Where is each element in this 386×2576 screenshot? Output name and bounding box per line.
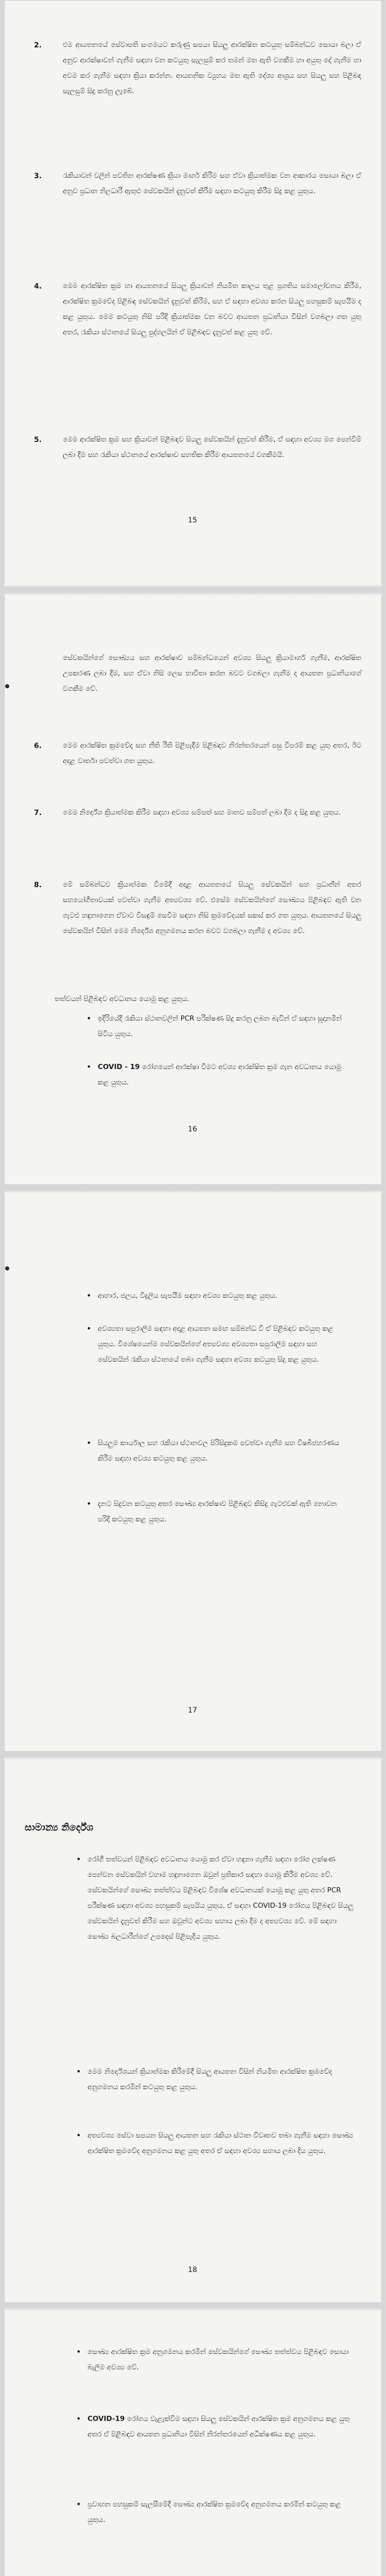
document-page	[4, 2308, 382, 2576]
bullet-icon: •	[76, 2414, 81, 2424]
page-number: 16	[188, 1125, 197, 1133]
bullet-item	[76, 2497, 355, 2528]
bullet-prefix: COVID-19	[87, 2415, 125, 2423]
scan-edge	[4, 2308, 382, 2311]
document-page	[4, 1757, 382, 2303]
bullet-item	[76, 2411, 355, 2442]
page-number: 17	[188, 1706, 197, 1715]
bullet-icon: •	[76, 2130, 81, 2140]
bullet-item	[76, 1852, 355, 1944]
bullet-icon: •	[76, 1854, 81, 1864]
paragraph: මේ සම්බන්ධව ක්‍රියාත්මක වීමේදී අදාළ ආයතනයේ සියලු සේවකයින් සහ ප්‍රධානීන් අතර සහයෝගීතාවයක් පවත්වා ගැනීම අත්‍යවශ්‍ය වේ. එසේම සේවකයින්ගේ සෞඛ්‍යය පිළිබඳව ඇති වන ගැටළු හඳුනාගෙන ඒවාට විසඳුම් සෙවීම සඳහා නිසි ක්‍රමවේදයක් සකස් කර ගත යුතුය. ආයතනයේ සියලු සේවකයින් විසින් මෙම නිර්දේශ අනුගමනය කරන බවට වගබලා ගැනීම ද අවශ්‍ය වේ.	[63, 880, 361, 935]
document-page	[4, 1190, 382, 1752]
bullet-icon: •	[86, 1013, 92, 1023]
item-number: 2.	[34, 41, 42, 49]
bullet-item	[86, 1011, 350, 1042]
bullet-text: ප්‍රවාහන පහසුකම් සැලසීමේදී සෞඛ්‍ය ආරක්ෂිත ක්‍රමවේද අනුගමනය කරමින් කටයුතු කළ යුතුය.	[87, 2500, 341, 2524]
paragraph: මෙම ආරක්ෂිත ක්‍රම සහ ක්‍රියාවන් පිළිබඳව සියලු සේවකයින් දැනුවත් කිරීම, ඒ සඳහා අවශ්‍ය මග පෙන්වීම් ලබා දීම සහ රැකියා ස්ථානයේ ආරක්ෂාව සහතික කිරීම ආයතනයේ වගකීමයි.	[63, 435, 361, 459]
scan-edge	[4, 584, 382, 587]
bullet-item	[76, 2064, 355, 2095]
bullet-icon: •	[86, 1438, 92, 1448]
document-page	[4, 592, 382, 1185]
paragraph: මෙම නිර්දේශ ක්‍රියාත්මක කිරීම සඳහා අවශ්‍ය සම්පත් සහ මානව සම්පත් ලබා දීම ද සිදු කළ යුතුය.	[63, 808, 341, 817]
paragraph: එම ආයතනයේ සේවාපති සංගමයට කරුණු සපයා සියලු ආරක්ෂිත කටයුතු සම්බන්ධව සොයා බලා ඒ අනුව ආරක්ෂාවන් ගැනීම සඳහා වන කටයුතු සැලසුම් කර තමන් මත ඇති වගකීම හා අයුතු දේ ගැනීම හා අවම කර ගැනීම සඳහා ක්‍රියා කරන්න. ආයතනික ව්‍යුහය මත ඇති දේශ්‍ය ආශ්‍රය සහ සියලු සහ පිළිබඳ සැලසුම් සිදු කරනු ලැබේ.	[63, 41, 361, 95]
bullet-item	[86, 1321, 350, 1367]
item-number: 5.	[34, 436, 42, 444]
bullet-text: සියලුම කාර්යාල සහ රැකියා ස්ථානවල පිරිසිදුකම පවත්වා ගැනීම සහ විෂබීජහරණය කිරීම සඳහා අවශ්‍ය කටයුතු කළ යුතුය.	[98, 1439, 340, 1463]
item-number: 4.	[34, 282, 42, 291]
bullet-item	[86, 1288, 350, 1303]
bullet-item	[86, 1496, 350, 1527]
paragraph: රැකියාවන් වලින් පවතින ආරක්ෂණ ක්‍රියා මාර්ග කිරීම සහ ඒවා ක්‍රියාත්මක වන ආකාරය සොයා බලා ඒ අනුව ප්‍රධාන නිලධාරී ඇතුළු සේවකයින් දැනුවත් කිරීම සඳහා කටයුතු කිරීම සිදු කළ යුතුය.	[63, 172, 361, 195]
section-heading: සාමාන්‍ය නිර්දේශ	[25, 1822, 94, 1833]
bullet-text: අවශ්‍යතා සපුරාලීම සඳහා අදාළ ආයතන සමඟ සම්බන්ධ වී ඒ පිළිබඳව කටයුතු කළ යුතුය. විශේෂයෙන්ම සේවකයින්ගේ අත්‍යවශ්‍ය අවශ්‍යතා සපුරාලීම සඳහා සහ සේවකයින් රැකියා ස්ථානයේ තබා ගැනීම සඳහා අවශ්‍ය කටයුතු සිදු කළ යුතුය.	[98, 1325, 334, 1364]
bullet-icon: •	[76, 2347, 81, 2357]
bullet-icon: •	[86, 1499, 92, 1509]
document-page	[4, 0, 382, 587]
lead-text: තත්වයන් පිළිබඳව අවධානය යොමු කළ යුතුය.	[55, 995, 189, 1003]
page-number: 15	[188, 516, 197, 524]
bullet-text: දැනට සිදුවන කටයුතු අතර සෞඛ්‍ය ආරක්ෂාව පිළිබඳව කිසිදු ගැටළුවක් ඇති නොවන පරිදි කටයුතු කළ යුතුය.	[98, 1500, 337, 1523]
bullet-icon: •	[86, 1291, 92, 1300]
bullet-icon: •	[76, 2499, 81, 2509]
bullet-text: අත්‍යවශ්‍ය සේවා සපයන සියලු ආයතන සහ රැකියා ස්ථාන විවෘතව තබා ගැනීම සඳහා සෞඛ්‍ය ආරක්ෂිත ක්‍රමවේද අනුගමනය කළ යුතු අතර ඒ සඳහා අවශ්‍ය සහාය ලබා දිය යුතුය.	[87, 2131, 354, 2155]
bullet-item	[76, 2344, 355, 2375]
paragraph: මෙම ආරක්ෂිත ක්‍රම හා ආයතනයේ සියලු ක්‍රියාවන් නියමිත කාලය තුළ ප්‍රගතිය සමාලෝචනය කිරීම, ආරක්ෂිත ක්‍රමවේද පිළිබඳ සේවකයින් දැනුවත් කිරීම, සහ ඒ සඳහා අවශ්‍ය කරන සියලු පහසුකම් සැපයීම ද කළ යුතුය. මෙම කටයුතු නිසි පරිදි ක්‍රියාත්මක වන බවට ආයතන ප්‍රධානියා විසින් වගබලා ගත යුතු අතර, රැකියා ස්ථානයේ සියලු පුද්ගලයින් ඒ පිළිබඳව දැනුවත් කළ යුතු වේ.	[63, 282, 361, 336]
scan-mark	[5, 684, 9, 688]
scan-edge	[4, 1757, 382, 1760]
bullet-prefix: COVID - 19	[98, 1063, 140, 1071]
bullet-text: සෞඛ්‍ය ආරක්ෂිත ක්‍රම අනුගමනය කරමින් සේවකයින්ගේ සෞඛ්‍ය තත්ත්වය පිළිබඳව සොයා බැලීම අවශ්‍ය වේ.	[87, 2348, 349, 2371]
item-number: 3.	[34, 172, 42, 180]
scan-mark	[5, 1266, 9, 1270]
bullet-text: රෝගය වැළැක්වීම සඳහා සියලු සේවකයින් ආරක්ෂිත ක්‍රම අනුගමනය කළ යුතු අතර ඒ පිළිබඳව ආයතන ප්‍රධානියා විසින් නිරන්තරයෙන් අධීක්ෂණය කළ යුතුය.	[87, 2415, 350, 2438]
bullet-text: මෙම නිර්දේශයන් ක්‍රියාත්මක කිරීමේදී සියලු ආයතන විසින් නියමිත ආරක්ෂිත ක්‍රමවේද අනුගමනය කරමින් කටයුතු කළ යුතුය.	[87, 2067, 332, 2091]
item-number: 8.	[34, 881, 42, 889]
paragraph: මෙම ආරක්ෂිත ක්‍රමවේද සහ නීති රීති පිළිපැදීම පිළිබඳව නිරන්තරයෙන් පසු විපරම් කළ යුතු අතර, ඊට අදාළ වාර්තා පවත්වා ගත යුතුය.	[63, 741, 361, 765]
item-number: 7.	[34, 809, 42, 817]
bullet-icon: •	[86, 1324, 92, 1333]
scan-edge	[4, 1190, 382, 1193]
bullet-text: ආහාර, ජලය, විදුලිය සැපයීම සඳහා අවශ්‍ය කටයුතු කළ යුතුය.	[98, 1292, 277, 1300]
bullet-item	[76, 2128, 355, 2159]
item-number: 6.	[34, 742, 42, 750]
bullet-text: රෝගී තත්වයන් පිළිබඳව අවධානය යොමු කර ඒවා හඳුනා ගැනීම සඳහා රෝග ලක්ෂණ පෙන්වන සේවකයින් වහාම හඳුනාගෙන ඔවුන් ප්‍රතිකාර සඳහා යොමු කිරීම අවශ්‍ය වේ. සේවකයින්ගේ සෞඛ්‍ය තත්ත්වය පිළිබඳව විශේෂ අවධානයක් යොමු කළ යුතු අතර PCR පරීක්ෂණ සඳහා අවශ්‍ය පහසුකම් සැපයිය යුතුය. ඒ සඳහා COVID-19 රෝගය පිළිබඳව සියලු සේවකයින් දැනුවත් කිරීම සහ ඔවුන්ට අවශ්‍ය සහාය ලබා දීම ද අත්‍යවශ්‍ය වේ. මේ සඳහා සෞඛ්‍ය බලධාරීන්ගේ උපදෙස් පිළිපැදිය යුතුය.	[87, 1855, 354, 1941]
bullet-item	[86, 1059, 350, 1090]
paragraph: සේවකයින්ගේ සෞඛ්‍යය සහ ආරක්ෂාව සම්බන්ධයෙන් අවශ්‍ය සියලු ක්‍රියාමාර්ග ගැනීම, ආරක්ෂිත උපකරණ ලබා දීම, සහ ඒවා නිසි ලෙස භාවිතා කරන බවට වගබලා ගැනීම ද ආයතන ප්‍රධානියාගේ වගකීම වේ.	[63, 654, 361, 693]
bullet-text: රෝගයෙන් ආරක්ෂා වීමට අවශ්‍ය ආරක්ෂිත ක්‍රම ගැන අවධානය යොමු කළ යුතුය.	[98, 1063, 341, 1087]
bullet-icon: •	[86, 1062, 92, 1072]
bullet-text: ඉදිරියේදී රැකියා ස්ථානවලින් PCR පරීක්ෂණ සිදු කරනු ලබන බැවින් ඒ සඳහා සූදානමින් සිටිය යුතුය.	[98, 1014, 342, 1038]
bullet-item	[86, 1435, 350, 1466]
scan-edge	[4, 592, 382, 596]
bullet-icon: •	[76, 2066, 81, 2076]
page-number: 18	[188, 2266, 197, 2274]
